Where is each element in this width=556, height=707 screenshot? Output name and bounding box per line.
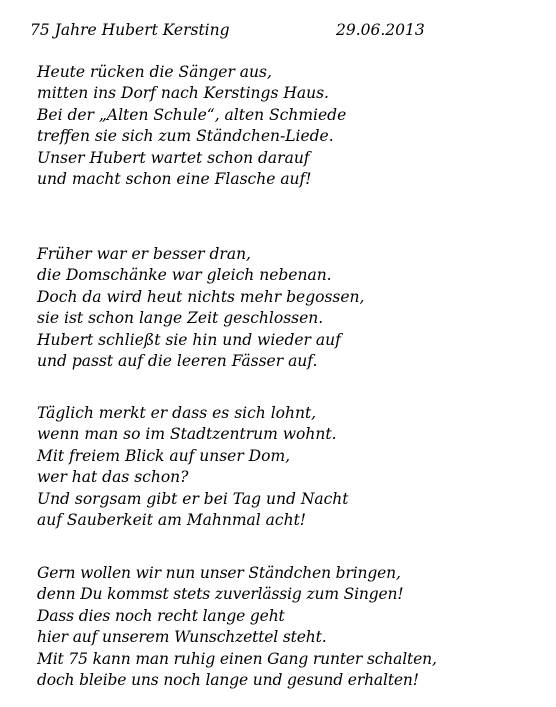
verse-line: Bei der „Alten Schule“, alten Schmiede [37,105,347,124]
verse-line: Früher war er besser dran, [37,245,251,263]
verse-line: Dass dies noch recht lange geht [37,606,285,625]
poem-header [30,20,530,40]
verse-line: und macht schon eine Flasche auf! [37,169,312,188]
verse-line: auf Sauberkeit am Mahnmal acht! [37,510,307,529]
verse-line: Hubert schließt sie hin und wieder auf [37,330,341,349]
verse-line: hier auf unserem Wunschzettel steht. [37,628,327,647]
poem-title: 75 Jahre Hubert Kersting [30,21,230,39]
verse-line: Unser Hubert wartet schon darauf [37,148,310,167]
verse-line: Täglich merkt er dass es sich lohnt, [37,404,317,422]
verse-line: wenn man so im Stadtzentrum wohnt. [37,425,337,444]
verse-line: Mit 75 kann man ruhig einen Gang runter schalten, [37,649,437,668]
verse-line: sie ist schon lange Zeit geschlossen. [37,309,324,328]
verse-line: mitten ins Dorf nach Kerstings Haus. [37,84,329,103]
verse-line: und passt auf die leeren Fässer auf. [37,351,318,370]
verse-line: Und sorgsam gibt er bei Tag und Nacht [37,489,349,508]
stanza-2 [37,244,547,372]
verse-line: die Domschänke war gleich nebenan. [37,266,332,285]
verse-line: Gern wollen wir nun unser Ständchen bringen, [37,564,401,582]
stanza-4 [37,563,547,691]
verse-line: Heute rücken die Sänger aus, [37,63,272,81]
verse-line: treffen sie sich zum Ständchen-Liede. [37,127,334,146]
poem-date: 29.06.2013 [336,21,425,39]
verse-line: doch bleibe uns noch lange und gesund erhalten! [37,670,419,689]
verse-line: Doch da wird heut nichts mehr begossen, [37,287,365,306]
stanza-1 [37,62,547,190]
verse-line: wer hat das schon? [37,468,189,487]
verse-line: denn Du kommst stets zuverlässig zum Singen! [37,585,404,604]
stanza-3 [37,403,547,531]
verse-line: Mit freiem Blick auf unser Dom, [37,446,291,465]
